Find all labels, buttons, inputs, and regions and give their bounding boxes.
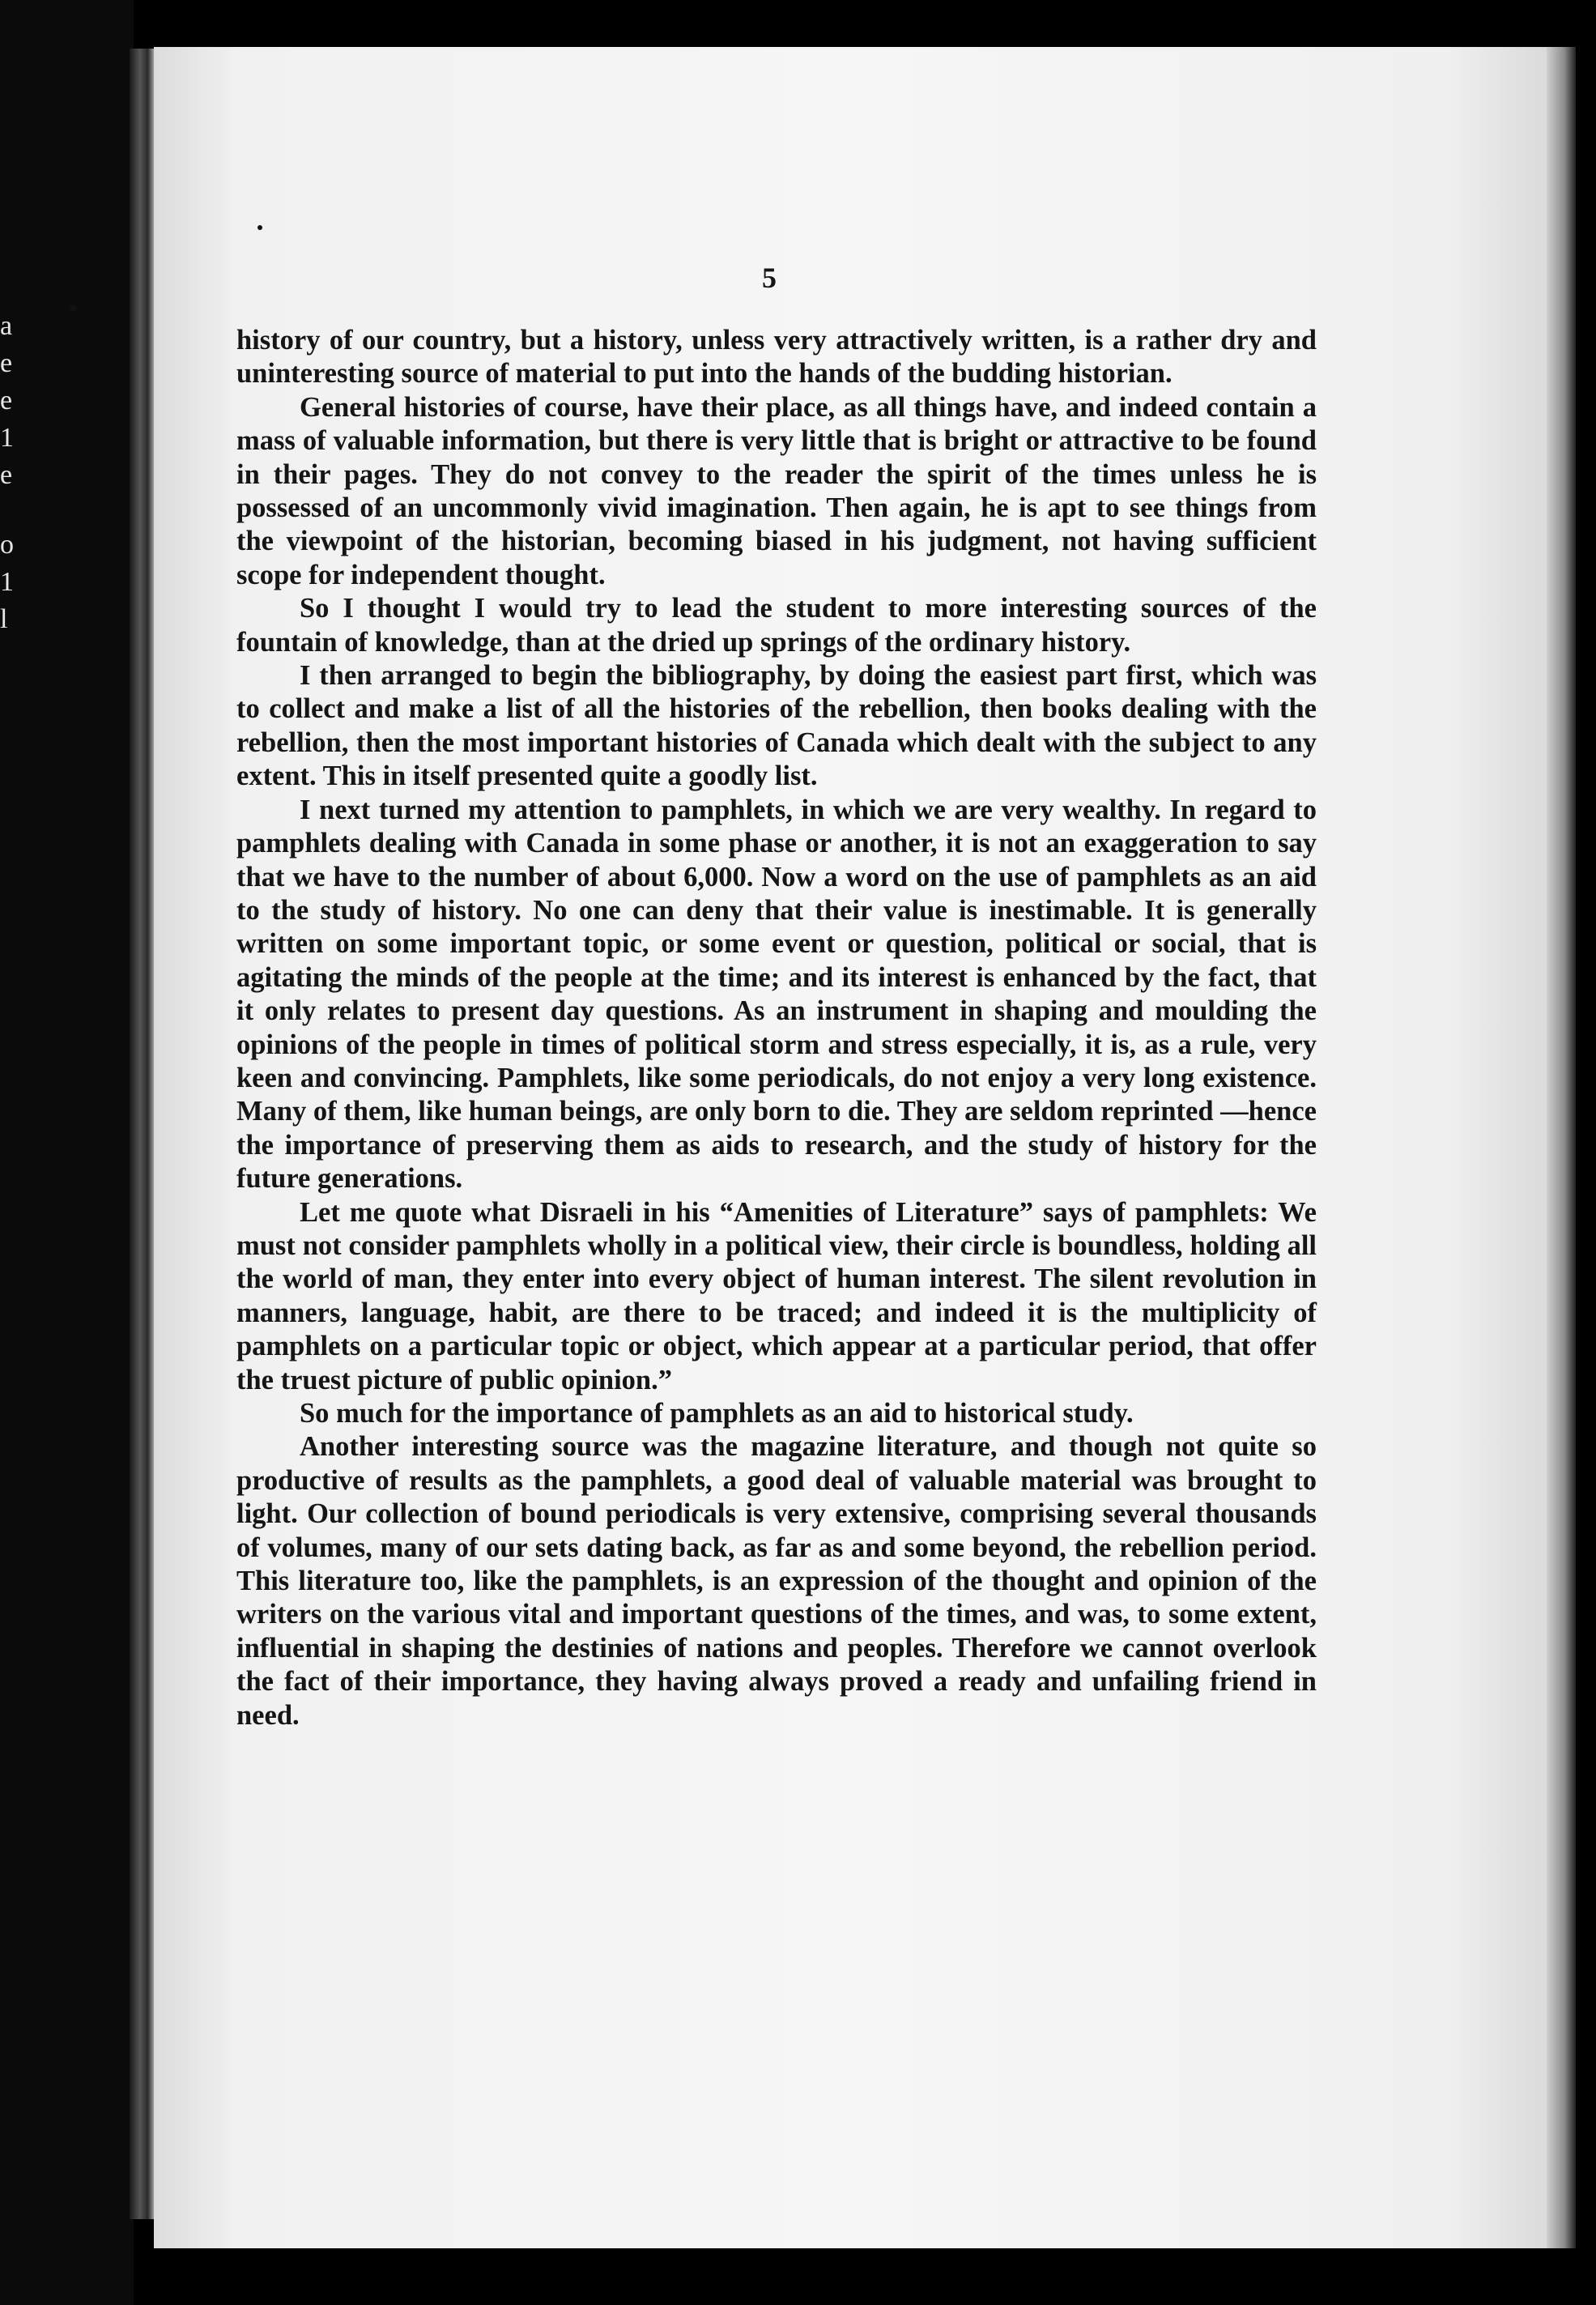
scan-speck	[257, 225, 262, 230]
paragraph: history of our country, but a history, unless very attractively written, is a rather dry and uninteresting source of material to put into the hands of the budding historian.	[236, 325, 1317, 390]
fragment-char: e	[0, 386, 13, 415]
paragraph: Let me quote what Disraeli in his “Amenities of Literature” says of pamphlets: We must not consider pamphlets wholly in a political view, their circle is boundless, holding all the world of man, they enter into every object of human interest. The silent revolution in manners, language, habit, are there to be traced; and indeed it is the multiplicity of pamphlets on a particular topic or object, which appear at a particular period, that offer the truest picture of public opinion.”	[236, 1196, 1317, 1395]
book-binding-edge	[130, 49, 155, 2219]
fragment-char: e	[0, 460, 13, 490]
fragment-char: 1	[0, 423, 14, 453]
paragraph: So I thought I would try to lead the student to more interesting sources of the fountain of knowledge, than at the dried up springs of the ordinary history.	[236, 593, 1317, 658]
page-right-shadow	[1547, 47, 1576, 2248]
fragment-char: l	[0, 604, 8, 634]
paragraph: So much for the importance of pamphlets as an aid to historical study.	[300, 1398, 1134, 1429]
paragraph: I next turned my attention to pamphlets, in which we are very wealthy. In regard to pamphlets dealing with Canada in some phase or another, it is not an exaggeration to say that we have to the number of about 6,000. Now a word on the use of pamphlets as an aid to the study of history. No one can deny that their value is inestimable. It is generally written on some important topic, or some event or question, political or social, that is agitating the minds of the people at the time; and its interest is enhanced by the fact, that it only relates to present day questions. As an instrument in shaping and moulding the opinions of the people in times of political storm and stress especially, it is, as a rule, very keen and convincing. Pamphlets, like some periodicals, do not enjoy a very long existence. Many of them, like human beings, are only born to die. They are seldom reprinted —hence the importance of preserving them as aids to research, and the study of history for the future generations.	[236, 794, 1317, 1195]
fragment-char: e	[0, 348, 13, 378]
body-text	[236, 324, 1317, 1732]
fragment-char: o	[0, 530, 14, 560]
paragraph: General histories of course, have their place, as all things have, and indeed contain a mass of valuable information, but there is very little that is bright or attractive to be found in their pages. They do not convey to the reader the spirit of the times unless he is possessed of an uncommonly vivid imagination. Then again, he is apt to see things from the viewpoint of the historian, becoming biased in his judgment, not having sufficient scope for independent thought.	[236, 391, 1317, 590]
paragraph: I then arranged to begin the bibliography, by doing the easiest part first, which was to collect and make a list of all the histories of the rebellion, then books dealing with the rebellion, then the most important histories of Canada which dealt with the subject to any extent. This in itself presented quite a goodly list.	[236, 660, 1317, 792]
previous-page-text-fragment	[0, 308, 15, 638]
fragment-char: 1	[0, 567, 14, 597]
page-number: 5	[762, 262, 777, 294]
paragraph: Another interesting source was the magazine literature, and though not quite so productive of results as the pamphlets, a good deal of valuable material was brought to light. Our collection of bound periodicals is very extensive, comprising several thousands of volumes, many of our sets dating back, as far as and some beyond, the rebellion period. This literature too, like the pamphlets, is an expression of the thought and opinion of the writers on the various vital and important questions of the times, and was, to some extent, influential in shaping the destinies of nations and peoples. Therefore we cannot overlook the fact of their importance, they having always proved a ready and unfailing friend in need.	[236, 1431, 1317, 1731]
fragment-char: a	[0, 311, 13, 341]
previous-page-edge	[0, 0, 134, 2305]
scan-speck	[70, 305, 77, 312]
